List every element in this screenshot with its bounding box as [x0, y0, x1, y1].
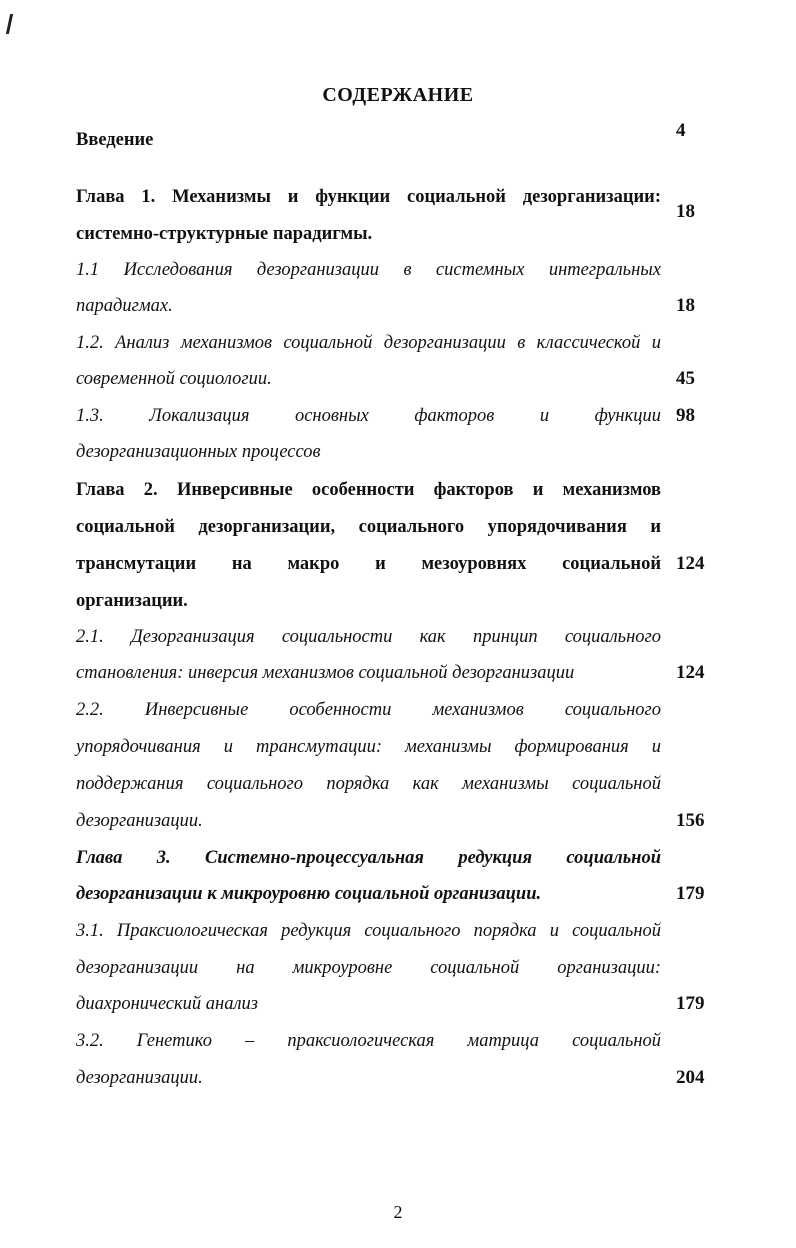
page-title: СОДЕРЖАНИЕ	[322, 84, 474, 106]
toc-page-number: 98	[676, 405, 695, 426]
toc-line: Введение	[76, 130, 154, 150]
toc-line: Глава 1. Механизмы и функции социальной дезорганизации:	[76, 187, 661, 207]
toc-line: поддержания социального порядка как механизмы социальной	[76, 774, 661, 794]
toc-line: упорядочивания и трансмутации: механизмы формирования и	[76, 737, 661, 757]
toc-page-number: 4	[676, 120, 686, 141]
toc-line: 2.1. Дезорганизация социальности как принцип социального	[76, 627, 661, 647]
toc-page-number: 204	[676, 1067, 705, 1088]
toc-line: дезорганизации на микроуровне социальной организации:	[76, 958, 661, 978]
toc-line: дезорганизации к микроуровню социальной организации.	[76, 884, 542, 904]
toc-line: трансмутации на макро и мезоуровнях социальной	[76, 554, 661, 574]
toc-page-number: 179	[676, 993, 705, 1014]
toc-page-number: 18	[676, 295, 695, 316]
toc-line: дезорганизации.	[76, 811, 203, 831]
toc-line: социальной дезорганизации, социального упорядочивания и	[76, 517, 661, 537]
toc-line: 1.1 Исследования дезорганизации в системных интегральных	[76, 260, 661, 280]
toc-page-number: 45	[676, 368, 695, 389]
toc-line: парадигмах.	[76, 296, 173, 316]
toc-line: 3.1. Праксиологическая редукция социального порядка и социальной	[76, 921, 661, 941]
toc-page-number: 18	[676, 201, 695, 222]
toc-line: Глава 3. Системно-процессуальная редукция социальной	[76, 848, 661, 868]
toc-line: Глава 2. Инверсивные особенности факторов и механизмов	[76, 480, 661, 500]
toc-line: современной социологии.	[76, 369, 272, 389]
toc-page-number: 124	[676, 662, 705, 683]
toc-line: 1.2. Анализ механизмов социальной дезорганизации в классической и	[76, 333, 661, 353]
page-number: 2	[393, 1202, 403, 1222]
toc-line: организации.	[76, 591, 188, 611]
scan-mark	[6, 14, 13, 34]
toc-line: 1.3. Локализация основных факторов и функции	[76, 406, 661, 426]
toc-line: дезорганизационных процессов	[76, 442, 321, 462]
toc-line: диахронический анализ	[76, 994, 258, 1014]
toc-page-number: 179	[676, 883, 705, 904]
toc-page-number: 156	[676, 810, 705, 831]
toc-line: 3.2. Генетико – праксиологическая матрица социальной	[76, 1031, 661, 1051]
toc-line: 2.2. Инверсивные особенности механизмов социального	[76, 700, 661, 720]
toc-page-number: 124	[676, 553, 705, 574]
toc-line: системно-структурные парадигмы.	[76, 224, 373, 244]
toc-line: становления: инверсия механизмов социальной дезорганизации	[76, 663, 575, 683]
toc-line: дезорганизации.	[76, 1068, 203, 1088]
